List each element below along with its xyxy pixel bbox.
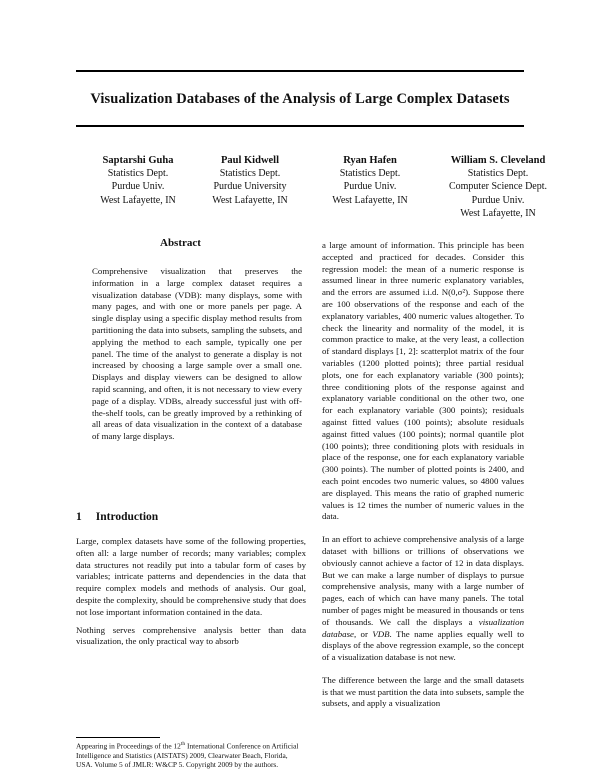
author-block xyxy=(192,154,308,207)
author-block xyxy=(78,154,198,207)
footnote xyxy=(76,740,306,769)
abstract-heading: Abstract xyxy=(160,237,201,249)
text-run: , or xyxy=(353,628,373,639)
author-affiliation-line: Purdue Univ. xyxy=(111,181,165,193)
italic-term: VDB xyxy=(372,628,390,639)
right-column-body xyxy=(322,240,524,710)
author-affiliation-line: Statistics Dept. xyxy=(467,168,529,180)
footnote-text: International Conference on Artificial Intelligence and Statistics (AISTATS) 2009, Clearwater Beach, Florida, USA. Volume 5 of JMLR: W&CP 5. Copyright 2009 by the authors. xyxy=(76,741,299,769)
author-affiliation-line: Statistics Dept. xyxy=(107,168,169,180)
author-block xyxy=(432,154,564,220)
author-affiliation-line: Statistics Dept. xyxy=(339,168,401,180)
body-paragraph: The difference between the large and the small datasets is that we must partition the data into subsets, sample the subsets, and apply a visualization xyxy=(322,674,524,709)
footnote-text: Appearing in Proceedings of the 12 xyxy=(76,741,181,751)
body-paragraph: Nothing serves comprehensive analysis better than data visualization, the only practical way to absorb xyxy=(76,624,306,647)
title-top-rule xyxy=(76,70,524,72)
text-run: . The name applies equally well to displays of the above regression example, so the concept of a visualization database is not new. xyxy=(322,628,525,663)
author-name: Ryan Hafen xyxy=(343,155,397,166)
author-affiliation-line: West Lafayette, IN xyxy=(212,194,288,206)
italic-term: visualization database xyxy=(322,616,524,639)
body-paragraph: a large amount of information. This principle has been accepted and practiced for decades. Consider this regression model: the mean of a numeric response is assumed linear in three numeric explanatory variables, and the errors are assumed i.i.d. N(0,σ²). Suppose there are 100 observations of the response and each of the explanatory variables, 400 numeric values altogether. To check the linearity and normality of the model, it is common practice to make, at the very least, a collection of standard displays [1, 2]: scatterplot matrix of the four variables (1200 plotted points); three partial residual plots, one for each explanatory variable (300 points); three conditioning plots of the response against and explanatory variable conditional on the other two, one for each explanatory variable (300 points); residuals against fitted values (100 points); absolute residuals against fitted values (100 points); normal quantile plot (100 points); three conditioning plots with residuals in place of the response, one for each explanatory variable (300 points). The number of plotted points is 2400, and each point encodes two numeric values, so 4800 values are displayed. This means the ratio of graphed numeric values is 12 times the number of numeric values in the data. xyxy=(322,240,524,522)
section-number: 1 xyxy=(76,511,82,523)
title-bottom-rule xyxy=(76,125,524,127)
author-affiliation-line: Computer Science Dept. xyxy=(448,181,548,193)
author-name: William S. Cleveland xyxy=(450,155,546,166)
page-title: Visualization Databases of the Analysis of Large Complex Datasets xyxy=(90,91,510,107)
abstract-text: Comprehensive visualization that preserves the information in a large complex dataset requires a visualization database (VDB): many displays, some with many pages, and with one or more panels per page. A single display using a specific display method results from partitioning the data into subsets, sampling the subsets, and applying the method to each sample, typically one per panel. The time of the analyst to generate a display is not increased by choosing a large sample over a small one. Displays and display viewers can be designed to allow rapid scanning, and often, it is not necessary to view every page of a display. VDBs, already successful just with off-the-shelf tools, can be greatly improved by a rethinking of all areas of data visualization in the context of a database of many large displays. xyxy=(92,266,302,442)
section-title: Introduction xyxy=(95,511,159,523)
body-paragraph xyxy=(322,534,524,664)
footnote-rule xyxy=(76,737,160,738)
author-affiliation-line: Statistics Dept. xyxy=(219,168,281,180)
footnote-superscript: th xyxy=(180,741,186,747)
author-affiliation-line: West Lafayette, IN xyxy=(332,194,408,206)
author-name: Saptarshi Guha xyxy=(102,155,174,166)
author-affiliation-line: Purdue University xyxy=(213,181,287,193)
author-affiliation-line: West Lafayette, IN xyxy=(460,207,536,219)
text-run: In an effort to achieve comprehensive analysis of a large dataset with billions or trillions of observations we obviously cannot achieve a factor of 12 in data displays. But we can make a large number of displays to pursue comprehensive analysis, many with a large number of pages, each of which can have many panels. The total number of pages might be measured in thousands or tens of thousands. We call the displays a xyxy=(322,534,524,627)
author-affiliation-line: West Lafayette, IN xyxy=(100,194,176,206)
abstract-body xyxy=(92,266,302,443)
author-block xyxy=(312,154,428,207)
author-name: Paul Kidwell xyxy=(220,155,280,166)
section-heading xyxy=(76,511,158,523)
body-paragraph: Large, complex datasets have some of the following properties, often all: a large number of records; many variables; complex data structures not readily put into a tabular form of cases by variables; intricate patterns and dependencies in the data that require complex models and methods of analysis. Our goal, despite the complexity, should be comprehensive study that does not lose important information contained in the data. xyxy=(76,536,306,617)
introduction-body xyxy=(76,536,306,648)
author-affiliation-line: Purdue Univ. xyxy=(471,194,525,206)
author-affiliation-line: Purdue Univ. xyxy=(343,181,397,193)
